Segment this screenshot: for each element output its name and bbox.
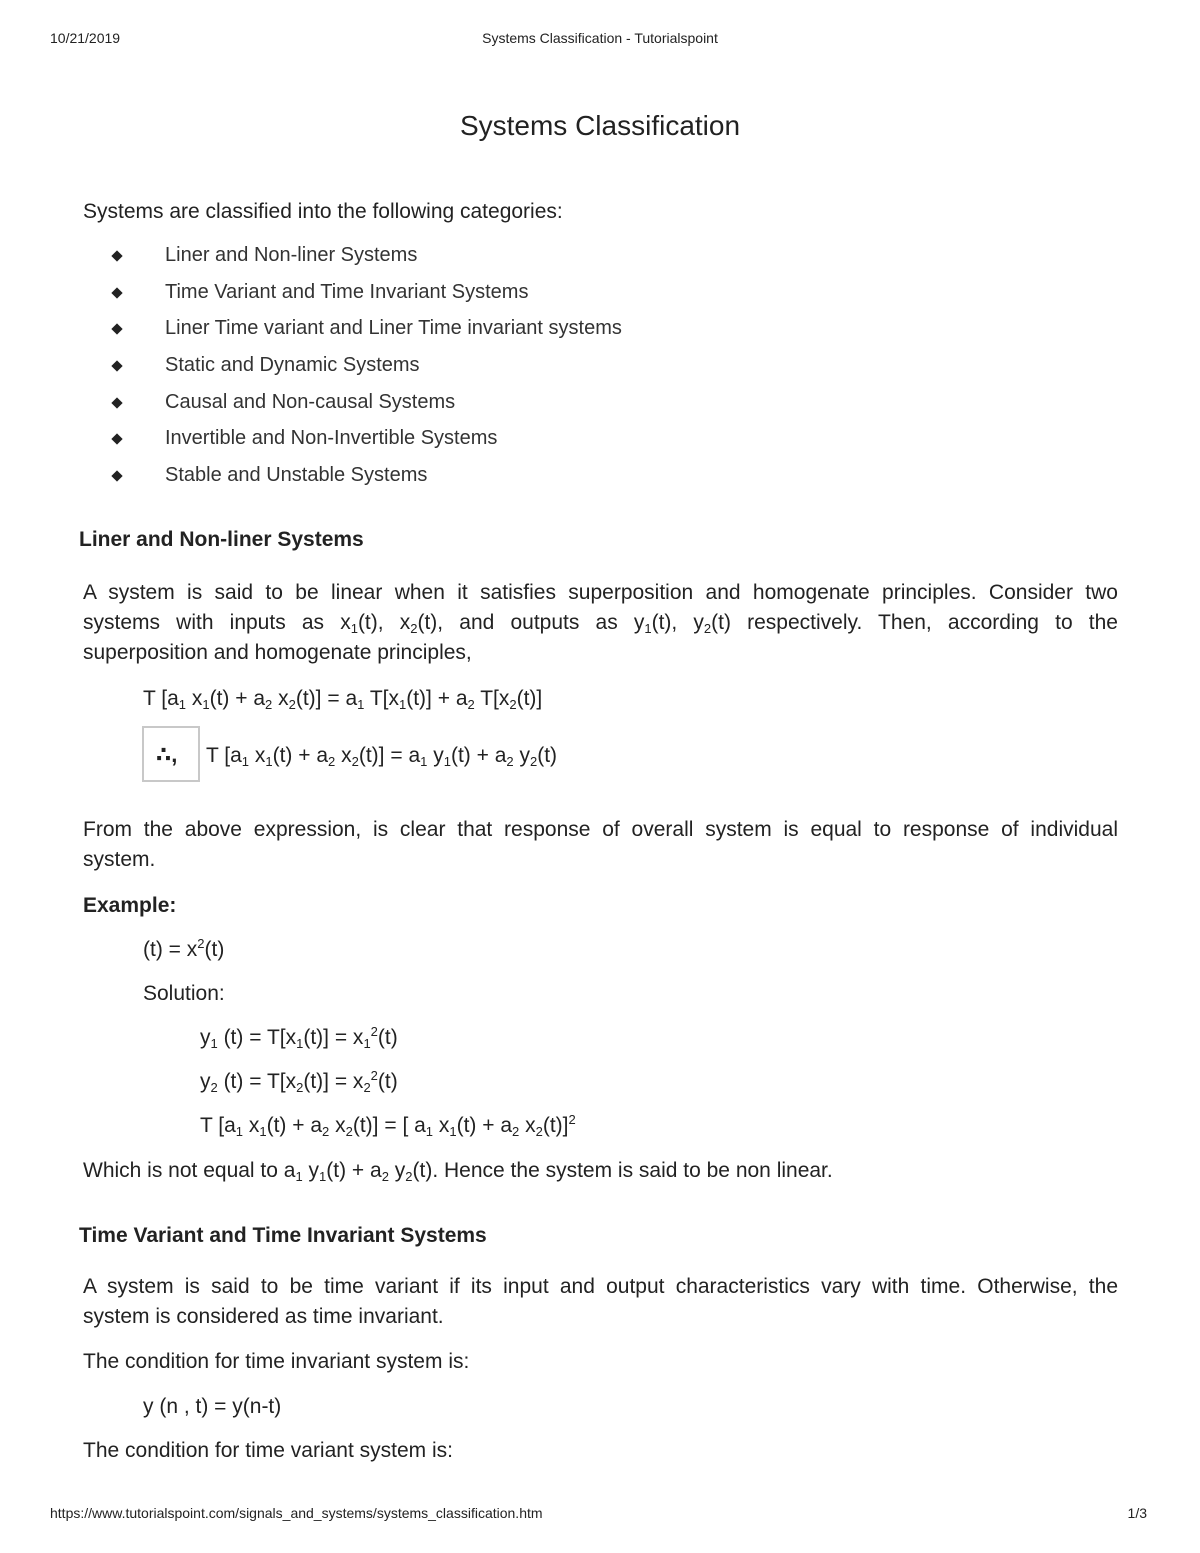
list-item-label: Causal and Non-causal Systems [165,391,456,413]
time-variant-paragraph-line: A system is said to be time variant if its input and output characteristics vary with time. Otherwise, the [83,1275,1118,1298]
linear-conclusion-line: From the above expression, is clear that response of overall system is equal to response of individual [83,818,1118,841]
print-date: 10/21/2019 [50,30,121,46]
linear-paragraph-line: superposition and homogenate principles, [83,641,472,664]
time-invariant-condition: The condition for time invariant system is: [83,1350,470,1373]
list-item-label: Static and Dynamic Systems [165,354,420,376]
time-invariant-equation: y (n , t) = y(n-t) [143,1395,282,1418]
superposition-equation: T [$a_1$ $x_1(t) + a_2$ $x_2(t)] = a_1$ $T[x_1(t)] + a_2$ $T[x_2(t)]$ [143,687,543,712]
bullet-icon [111,323,122,334]
print-page-number: 1/3 [1127,1505,1147,1521]
example-label: Example: [83,894,177,917]
linear-paragraph [83,578,1118,668]
solution-step-2: $y_2$ $(t) = T[x_2(t)] = x_2^2(t)$ [200,1068,398,1095]
list-item-label: Stable and Unstable Systems [165,464,428,486]
time-variant-paragraph [83,1272,1118,1332]
page-title: Systems Classification [459,110,741,141]
nonlinear-conclusion: Which is not equal to $a_1$ $y_1(t) + a_2$ $y_2(t)$. Hence the system is said to be non linear. [83,1159,833,1184]
bullet-icon [111,287,122,298]
superposition-result-equation: T [$a_1$ $x_1(t) + a_2$ $x_2(t)] = a_1$ $y_1(t) + a_2$ $y_2(t)$ [206,744,558,769]
intro-text: Systems are classified into the following categories: [83,200,563,223]
time-variant-condition: The condition for time variant system is: [83,1439,453,1462]
list-item-label: Time Variant and Time Invariant Systems [165,281,529,303]
solution-label: Solution: [143,982,225,1005]
section-heading-time-variant: Time Variant and Time Invariant Systems [79,1224,487,1247]
bullet-icon [111,250,122,261]
bullet-icon [111,397,122,408]
linear-paragraph-line: A system is said to be linear when it satisfies superposition and homogenate principles. Consider two [83,581,1118,604]
section-heading-linear: Liner and Non-liner Systems [79,528,364,551]
print-url: https://www.tutorialspoint.com/signals_and_systems/systems_classification.htm [50,1505,543,1521]
bullet-icon [111,470,122,481]
time-variant-paragraph-line: system is considered as time invariant. [83,1305,444,1328]
list-item-label: Liner and Non-liner Systems [165,244,418,266]
therefore-icon: ∴, [142,726,200,782]
solution-step-3: T [$a_1$ $x_1(t) + a_2$ $x_2(t)$] = [ $a_1$ $x_1(t) + a_2$ $x_2(t)]^2$ [200,1112,576,1139]
list-item-label: Invertible and Non-Invertible Systems [165,427,498,449]
bullet-icon [111,360,122,371]
linear-conclusion-line: system. [83,848,156,871]
print-page-title: Systems Classification - Tutorialspoint [482,30,718,46]
linear-paragraph-line-formula: systems with inputs as $x_1(t)$, $x_2(t)$, and outputs as $y_1(t)$, $y_2(t)$ respectively. Then, according to the [83,611,1118,636]
example-equation: $(t) = x^2(t)$ [143,936,225,961]
bullet-icon [111,433,122,444]
list-item-label: Liner Time variant and Liner Time invariant systems [165,317,622,339]
linear-conclusion [83,815,1118,875]
solution-step-1: $y_1$ $(t) = T[x_1(t)] = x_1^2(t)$ [200,1024,398,1051]
